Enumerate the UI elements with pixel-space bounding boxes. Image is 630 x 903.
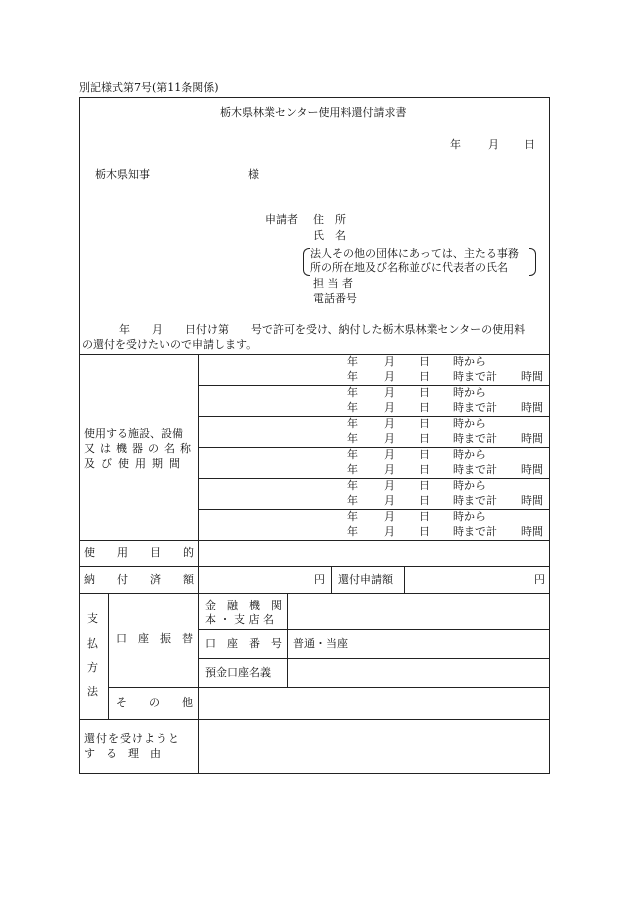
- to-hour-total: 時まで計: [453, 432, 497, 445]
- to-hour-total: 時まで計: [453, 525, 497, 538]
- to-month: 月: [384, 432, 395, 445]
- bracket-right: [529, 248, 536, 276]
- to-year: 年: [347, 370, 358, 383]
- to-day: 日: [419, 401, 430, 414]
- payment-label-char: 法: [87, 685, 98, 698]
- payment-rule: [198, 629, 550, 630]
- from-hour: 時から: [453, 386, 486, 399]
- from-hour: 時から: [453, 355, 486, 368]
- period-rule: [198, 385, 550, 386]
- to-day: 日: [419, 525, 430, 538]
- amount-divider: [331, 566, 332, 593]
- period-rule: [198, 416, 550, 417]
- from-month: 月: [384, 386, 395, 399]
- to-day: 日: [419, 463, 430, 476]
- purpose-label: 使 用 目 的: [84, 546, 194, 559]
- from-year: 年: [347, 355, 358, 368]
- period-rule: [198, 509, 550, 510]
- payment-divider: [108, 593, 109, 719]
- period-label-line2: 又は機器の名称: [84, 442, 196, 455]
- to-month: 月: [384, 401, 395, 414]
- from-hour: 時から: [453, 479, 486, 492]
- account-holder-label: 預金口座名義: [205, 666, 271, 679]
- date-month[interactable]: 月: [488, 138, 499, 151]
- form-title: 栃木県林業センター使用料還付請求書: [220, 106, 407, 119]
- date-year[interactable]: 年: [450, 138, 461, 151]
- request-text-line1: 年 月 日付け第 号で許可を受け、納付した栃木県林業センターの使用料: [119, 323, 526, 336]
- from-year: 年: [347, 510, 358, 523]
- paid-amount-label: 納 付 済 額: [84, 573, 194, 586]
- payment-divider: [287, 593, 288, 687]
- from-month: 月: [384, 417, 395, 430]
- from-day: 日: [419, 355, 430, 368]
- applicant-address-field[interactable]: 住 所: [313, 213, 346, 226]
- from-hour: 時から: [453, 448, 486, 461]
- to-hour-total: 時まで計: [453, 401, 497, 414]
- request-text-line2: の還付を受けたいので申請します。: [82, 338, 258, 351]
- hours-unit: 時間: [521, 525, 543, 538]
- to-hour-total: 時まで計: [453, 370, 497, 383]
- from-year: 年: [347, 479, 358, 492]
- to-year: 年: [347, 463, 358, 476]
- addressee-name: 栃木県知事: [95, 168, 150, 181]
- from-day: 日: [419, 448, 430, 461]
- date-day[interactable]: 日: [524, 138, 535, 151]
- row-rule: [79, 593, 550, 594]
- from-year: 年: [347, 417, 358, 430]
- payment-label-char: 支: [87, 612, 98, 625]
- phone-number-field[interactable]: 電話番号: [313, 292, 357, 305]
- to-year: 年: [347, 525, 358, 538]
- from-year: 年: [347, 448, 358, 461]
- label-column-rule: [198, 354, 199, 774]
- purpose-input[interactable]: [200, 541, 548, 565]
- payment-rule: [198, 658, 550, 659]
- hours-unit: 時間: [521, 463, 543, 476]
- addressee-suffix: 様: [248, 168, 259, 181]
- hours-unit: 時間: [521, 401, 543, 414]
- reason-label-line2: す る 理 由: [84, 747, 161, 760]
- amount-divider: [404, 566, 405, 593]
- contact-person-field[interactable]: 担 当 者: [313, 277, 353, 290]
- applicant-name-field[interactable]: 氏 名: [313, 229, 346, 242]
- from-day: 日: [419, 386, 430, 399]
- from-month: 月: [384, 448, 395, 461]
- hours-unit: 時間: [521, 432, 543, 445]
- to-year: 年: [347, 401, 358, 414]
- from-month: 月: [384, 479, 395, 492]
- to-day: 日: [419, 370, 430, 383]
- corp-note-line1: 法人その他の団体にあっては、主たる事務: [310, 247, 519, 260]
- refund-amount-label: 還付申請額: [338, 573, 393, 586]
- bank-name-label-1: 金 融 機 関: [205, 599, 282, 612]
- from-month: 月: [384, 510, 395, 523]
- reason-label-line1: 還付を受けようと: [84, 732, 180, 745]
- refund-amount-field[interactable]: 円: [534, 573, 545, 586]
- bracket-left: [303, 248, 310, 276]
- period-label-line3: 及び使用期間: [84, 457, 186, 470]
- to-month: 月: [384, 463, 395, 476]
- corp-note-line2: 所の所在地及び名称並びに代表者の氏名: [310, 261, 508, 274]
- period-label-line1: 使用する施設、設備: [84, 427, 183, 440]
- period-rule: [198, 478, 550, 479]
- from-year: 年: [347, 386, 358, 399]
- from-day: 日: [419, 510, 430, 523]
- row-rule: [79, 566, 550, 567]
- to-day: 日: [419, 494, 430, 507]
- to-year: 年: [347, 432, 358, 445]
- from-hour: 時から: [453, 417, 486, 430]
- hours-unit: 時間: [521, 494, 543, 507]
- reason-input[interactable]: [200, 721, 548, 772]
- transfer-label: 口 座 振 替: [116, 632, 193, 645]
- from-day: 日: [419, 479, 430, 492]
- to-month: 月: [384, 525, 395, 538]
- from-month: 月: [384, 355, 395, 368]
- form-number-note: 別記様式第7号(第11条関係): [79, 81, 219, 94]
- bank-name-input[interactable]: [290, 596, 548, 628]
- to-month: 月: [384, 494, 395, 507]
- payment-label-char: 方: [87, 661, 98, 674]
- row-rule: [79, 719, 550, 720]
- from-day: 日: [419, 417, 430, 430]
- account-number-label: 口 座 番 号: [205, 637, 282, 650]
- to-day: 日: [419, 432, 430, 445]
- to-year: 年: [347, 494, 358, 507]
- period-rule: [198, 447, 550, 448]
- from-hour: 時から: [453, 510, 486, 523]
- applicant-label: 申請者: [265, 213, 298, 226]
- to-hour-total: 時まで計: [453, 494, 497, 507]
- paid-amount-field[interactable]: 円: [314, 573, 325, 586]
- bank-name-label-2: 本 ・ 支 店 名: [205, 613, 274, 626]
- to-hour-total: 時まで計: [453, 463, 497, 476]
- other-method-label: そ の 他: [116, 696, 193, 709]
- other-method-input[interactable]: [200, 689, 548, 718]
- payment-label-char: 払: [87, 637, 98, 650]
- payment-rule: [108, 687, 550, 688]
- to-month: 月: [384, 370, 395, 383]
- account-holder-input[interactable]: [290, 660, 548, 686]
- hours-unit: 時間: [521, 370, 543, 383]
- account-type-field[interactable]: 普通・当座: [293, 637, 348, 650]
